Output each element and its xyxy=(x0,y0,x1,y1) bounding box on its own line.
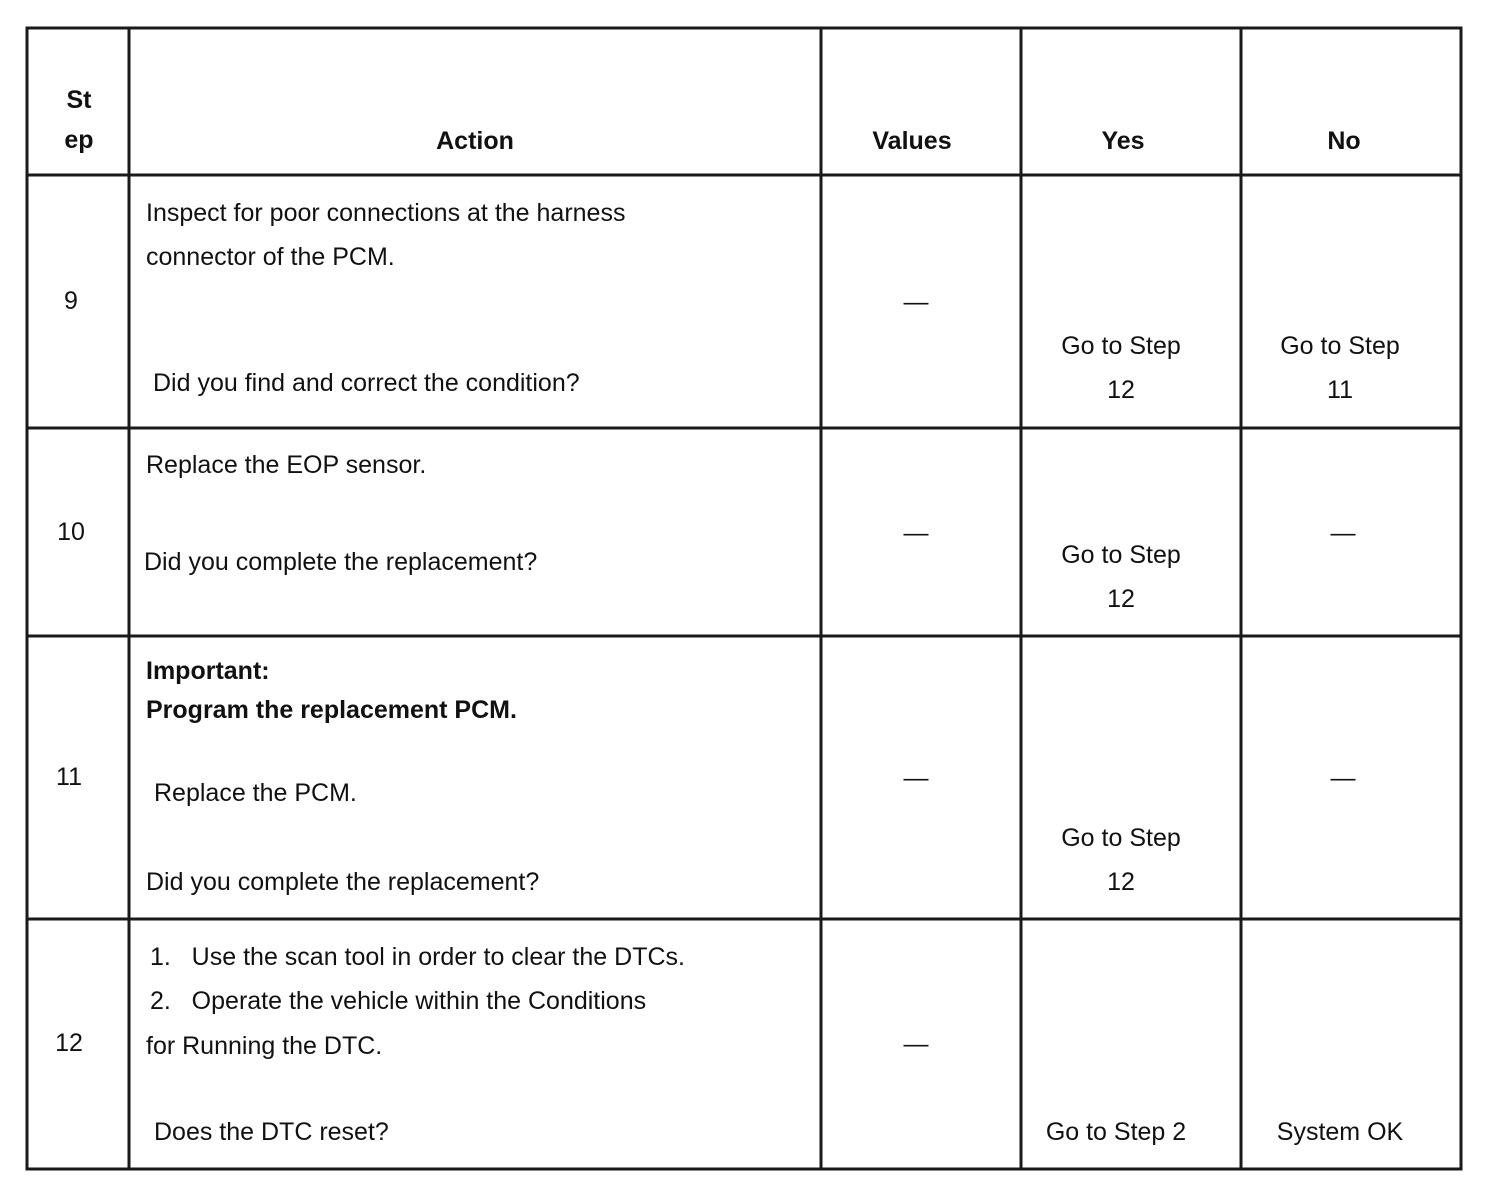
step-number: 10 xyxy=(57,518,85,546)
header-values: Values xyxy=(872,127,952,155)
yes-line: 12 xyxy=(1107,376,1135,404)
header-yes: Yes xyxy=(1101,127,1145,155)
important-label: Important: xyxy=(146,657,270,685)
step-number: 11 xyxy=(56,763,82,791)
no-line: 11 xyxy=(1327,376,1353,404)
yes-line: Go to Step xyxy=(1061,332,1181,360)
yes-line: Go to Step xyxy=(1061,541,1181,569)
action-line: Replace the EOP sensor. xyxy=(146,451,427,479)
step-number: 9 xyxy=(64,287,78,315)
no-line: Go to Step xyxy=(1280,332,1400,360)
action-question: Did you complete the replacement? xyxy=(146,868,540,896)
values-dash: — xyxy=(903,288,929,316)
no-dash: — xyxy=(1330,519,1356,547)
values-dash: — xyxy=(903,1030,929,1058)
action-line: 2. Operate the vehicle within the Conditions xyxy=(150,987,647,1015)
header-step-line-1: St xyxy=(66,86,92,114)
yes-line: 12 xyxy=(1107,585,1135,613)
action-line: Inspect for poor connections at the harness xyxy=(146,199,626,227)
no-text: System OK xyxy=(1276,1118,1404,1146)
header-no: No xyxy=(1327,127,1361,155)
values-dash: — xyxy=(903,764,929,792)
action-line: for Running the DTC. xyxy=(146,1032,383,1060)
action-line: Replace the PCM. xyxy=(154,779,357,807)
no-dash: — xyxy=(1330,764,1356,792)
header-action: Action xyxy=(436,127,514,155)
header-step xyxy=(29,80,129,160)
values-dash: — xyxy=(903,519,929,547)
header-step-line-2: ep xyxy=(64,126,94,154)
yes-line: Go to Step xyxy=(1061,824,1181,852)
action-line: connector of the PCM. xyxy=(146,243,395,271)
action-line: 1. Use the scan tool in order to clear the DTCs. xyxy=(150,943,685,971)
important-text: Program the replacement PCM. xyxy=(146,696,517,724)
yes-line: 12 xyxy=(1107,868,1135,896)
step-number: 12 xyxy=(55,1029,83,1057)
action-question: Does the DTC reset? xyxy=(154,1118,389,1146)
action-question: Did you find and correct the condition? xyxy=(153,369,580,397)
yes-text: Go to Step 2 xyxy=(1045,1118,1187,1146)
action-question: Did you complete the replacement? xyxy=(144,548,538,576)
